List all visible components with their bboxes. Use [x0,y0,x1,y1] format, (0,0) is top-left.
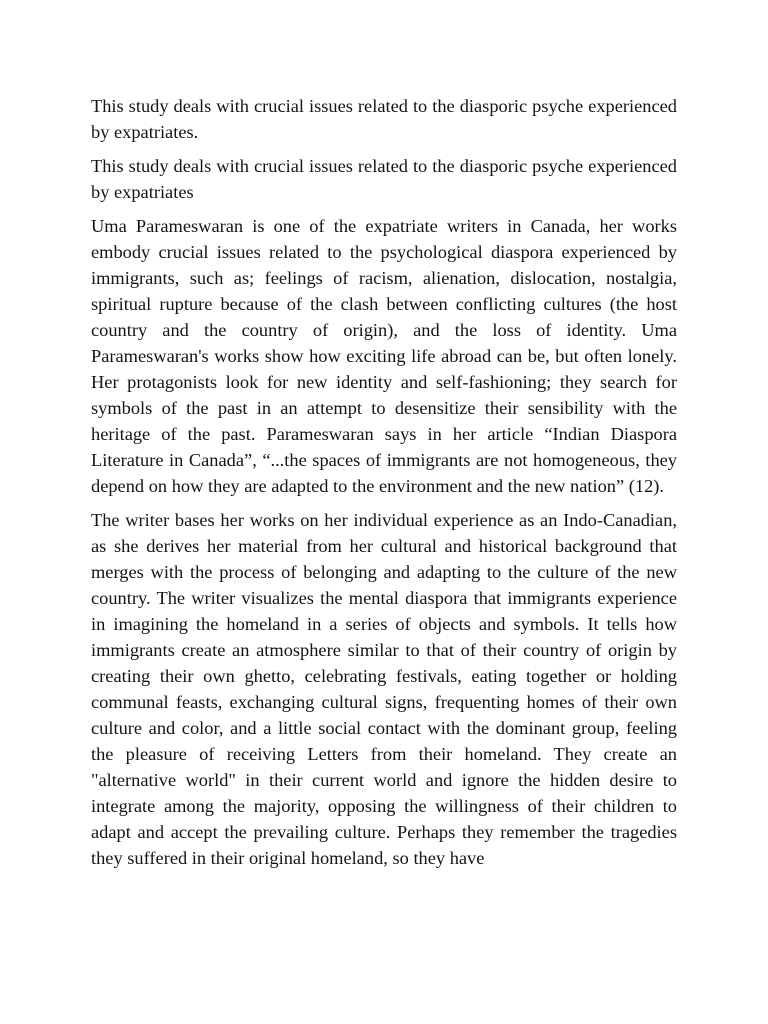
paragraph-1: This study deals with crucial issues related to the diasporic psyche experienced by expatriates. [91,96,677,142]
paragraph-3: Uma Parameswaran is one of the expatriate writers in Canada, her works embody crucial issues related to the psychological diaspora experienced by immigrants, such as; feelings of racism, alienation, dislocation, nostalgia, spiritual rupture because of the clash between conflicting cultures (the host country and the country of origin), and the loss of identity. Uma Parameswaran's works show how exciting life abroad can be, but often lonely. Her protagonists look for new identity and self-fashioning; they search for symbols of the past in an attempt to desensitize their sensibility with the heritage of the past. Parameswaran says in her article “Indian Diaspora Literature in Canada”, “...the spaces of immigrants are not homogeneous, they depend on how they are adapted to the environment and the new nation” (12). [91,216,677,496]
paragraph-2: This study deals with crucial issues related to the diasporic psyche experienced by expatriates [91,156,677,202]
paragraph-4: The writer bases her works on her individual experience as an Indo-Canadian, as she derives her material from her cultural and historical background that merges with the process of belonging and adapting to the culture of the new country. The writer visualizes the mental diaspora that immigrants experience in imagining the homeland in a series of objects and symbols. It tells how immigrants create an atmosphere similar to that of their country of origin by creating their own ghetto, celebrating festivals, eating together or holding communal feasts, exchanging cultural signs, frequenting homes of their own culture and color, and a little social contact with the dominant group, feeling the pleasure of receiving Letters from their homeland. They create an "alternative world" in their current world and ignore the hidden desire to integrate among the majority, opposing the willingness of their children to adapt and accept the prevailing culture. Perhaps they remember the tragedies they suffered in their original homeland, so they have [91,510,677,868]
document-body [91,93,677,879]
